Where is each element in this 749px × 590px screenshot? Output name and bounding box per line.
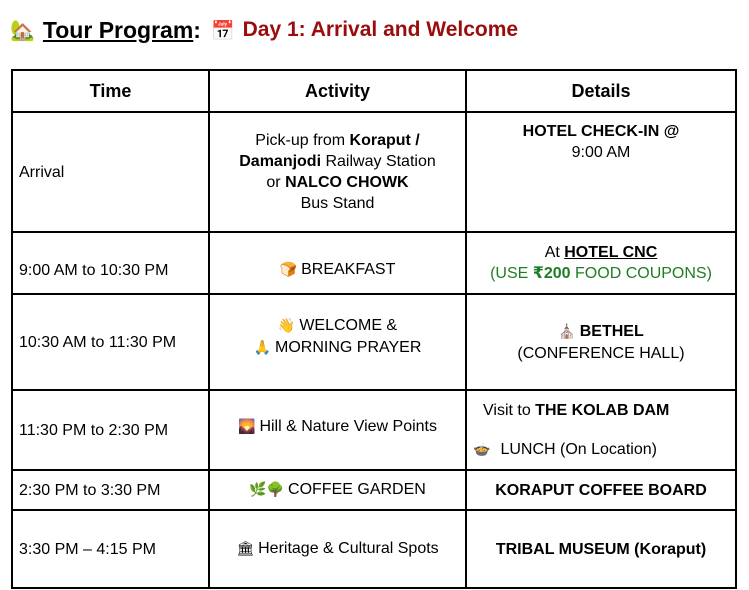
activity-cell (209, 294, 466, 390)
details-bold-text: TRIBAL MUSEUM (Koraput) (495, 540, 707, 558)
activity-bold-text: Koraput / (349, 132, 420, 149)
activity-text: Hill & Nature View Points (259, 418, 437, 435)
calendar-icon: 📅 (210, 19, 235, 42)
time-cell: 10:30 AM to 11:30 PM (12, 294, 209, 390)
heading-colon: : (193, 16, 201, 43)
details-bold-text: KORAPUT COFFEE BOARD (495, 481, 707, 499)
day-title: Day 1: Arrival and Welcome (242, 18, 519, 41)
time-cell: 2:30 PM to 3:30 PM (12, 470, 209, 510)
details-cell (466, 294, 736, 390)
details-cell (466, 470, 736, 510)
time-cell: 3:30 PM – 4:15 PM (12, 510, 209, 588)
activity-text: or (266, 174, 286, 191)
details-bold-text: BETHEL (579, 322, 644, 340)
classical-building-icon: 🏛 (236, 541, 255, 557)
details-text: 9:00 AM (571, 144, 631, 161)
activity-text: Pick-up from (255, 132, 350, 149)
activity-cell (209, 112, 466, 232)
details-cell (466, 390, 736, 470)
church-icon: ⛪ (558, 323, 576, 340)
details-text: LUNCH (On Location) (500, 440, 657, 458)
coupon-amount: ₹200 (532, 265, 571, 282)
herb-tree-icon: 🌿🌳 (249, 482, 285, 498)
activity-text: COFFEE GARDEN (288, 481, 426, 498)
bread-icon: 🍞 (279, 262, 298, 278)
activity-cell (209, 390, 466, 470)
table-row (12, 112, 736, 232)
page-heading (10, 14, 518, 46)
praying-hands-icon: 🙏 (253, 340, 272, 356)
coupon-text: FOOD COUPONS) (570, 265, 712, 282)
details-cell (466, 232, 736, 294)
details-bold-text: HOTEL CHECK-IN @ (522, 123, 680, 140)
hotel-name: HOTEL CNC (564, 244, 658, 261)
tour-program-title: Tour Program (42, 16, 194, 43)
details-text: At (544, 244, 565, 261)
table-row (12, 510, 736, 588)
activity-text: Heritage & Cultural Spots (258, 540, 439, 557)
time-cell: 9:00 AM to 10:30 PM (12, 232, 209, 294)
food-pot-icon: 🍲 (473, 441, 491, 458)
header-details: Details (466, 70, 736, 112)
activity-text: MORNING PRAYER (275, 339, 422, 356)
activity-cell (209, 510, 466, 588)
details-bold-text: THE KOLAB DAM (535, 401, 670, 419)
details-cell (466, 112, 736, 232)
time-cell: Arrival (12, 112, 209, 232)
activity-bold-text: NALCO CHOWK (285, 174, 409, 191)
table-header-row (12, 70, 736, 112)
details-cell (466, 510, 736, 588)
activity-text: BREAKFAST (301, 261, 396, 278)
table-row (12, 390, 736, 470)
header-time: Time (12, 70, 209, 112)
house-with-hearts-icon: 🏡 (10, 18, 35, 42)
activity-bold-text: Damanjodi (239, 153, 322, 170)
activity-text: Bus Stand (300, 195, 375, 212)
table-row (12, 470, 736, 510)
table-row (12, 232, 736, 294)
header-activity: Activity (209, 70, 466, 112)
waving-hand-icon: 👋 (277, 318, 296, 334)
tour-program-table (11, 69, 737, 589)
sunrise-icon: 🌄 (238, 419, 256, 435)
details-text: Visit to (483, 401, 536, 419)
activity-text: Railway Station (321, 153, 436, 170)
table-row (12, 294, 736, 390)
coupon-text: (USE (490, 265, 533, 282)
time-cell: 11:30 PM to 2:30 PM (12, 390, 209, 470)
activity-text: WELCOME & (299, 317, 398, 334)
details-text: (CONFERENCE HALL) (517, 344, 685, 362)
activity-cell (209, 232, 466, 294)
activity-cell (209, 470, 466, 510)
